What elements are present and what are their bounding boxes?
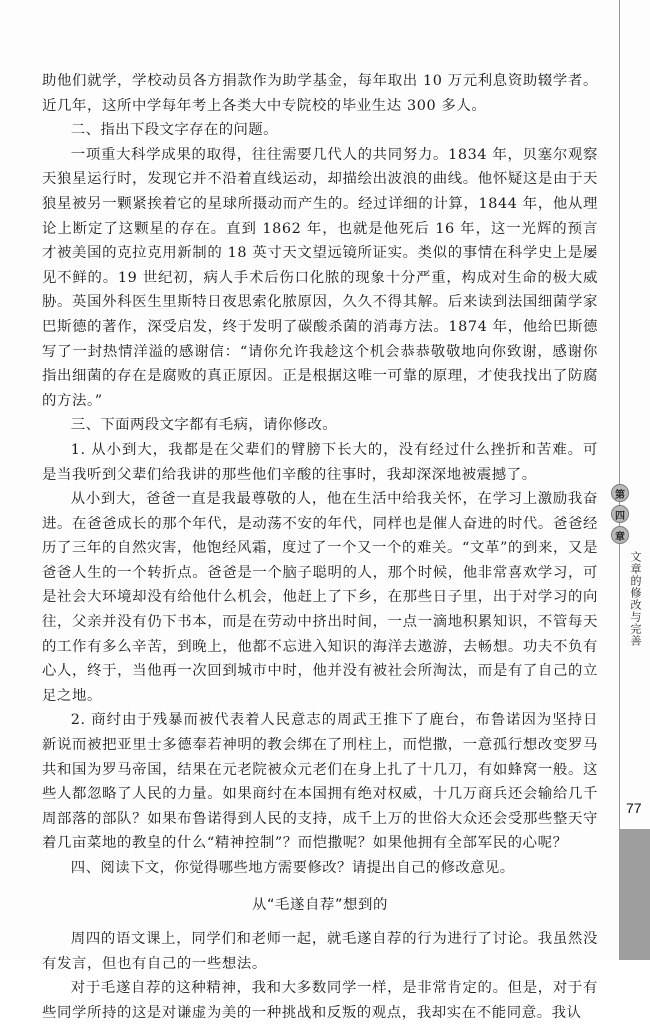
chapter-badges (611, 484, 629, 547)
paragraph-continued: 助他们就学，学校动员各方捐款作为助学基金，每年取出 10 万元利息资助辍学者。近几年，这所中学每年考上各类大中专院校的毕业生达 300 多人。 (42, 73, 598, 114)
chapter-badge-icon: 第 (611, 484, 629, 502)
exercise-heading-3: 三、下面两段文字都有毛病，请你修改。 (70, 417, 338, 434)
margin-divider-line (619, 0, 620, 960)
exercise-3-item-1-passage: 从小到大，爸爸一直是我最尊敬的人，他在生活中给我关怀，在学习上激励我奋进。在爸爸成长的那个年代，是动荡不安的年代，同样也是催人奋进的时代。爸爸经历了三年的自然灾害，他饱经风霜，度过了一个又一个的难关。“文革”的到来，又是爸爸人生的一个转折点。爸爸是一个脑子聪明的人，那个时候，他非常喜欢学习，可是社会大环境却没有给他什么机会，他赶上了下乡，在那些日子里，出于对学习的向往，父亲并没有仍下书本，而是在劳动中挤出时间，一点一滴地积累知识，不管每天的工作有多么辛苦，到晚上，他都不忘进入知识的海洋去遨游，去畅想。功夫不负有心人，终于，当他再一次回到城市中时，他并没有被社会所淘汰，而是有了自己的立足之地。 (42, 491, 598, 704)
essay-paragraph-2: 对于毛遂自荐的这种精神，我和大多数同学一样，是非常肯定的。但是，对于有些同学所持的这是对谦虚为美的一种挑战和反叛的观点，我却实在不能同意。我认 (42, 980, 598, 1021)
page-number: 77 (626, 800, 642, 816)
chapter-badge-icon: 四 (611, 505, 629, 523)
exercise-3-item-2: 2. 商纣由于残暴而被代表着人民意志的周武王推下了鹿台，布鲁诺因为坚持日新说而被把亚里士多德奉若神明的教会绑在了刑柱上，而恺撒，一意孤行想改变罗马共和国为罗马帝国，结果在元老院被众元老们在身上扎了十几刀，有如蜂窝一般。这些人都忽略了人民的力量。如果商纣在本国拥有绝对权威，十几万商兵还会输给几千周部落的部队？如果布鲁诺得到人民的支持，成千上万的世俗大众还会受那些整天守着几亩菜地的教皇的什么“精神控制”？而恺撒呢？如果他拥有全部军民的心呢？ (42, 712, 598, 852)
essay-title: 从“毛遂自荐”想到的 (251, 896, 389, 913)
exercise-heading-2: 二、指出下段文字存在的问题。 (70, 122, 278, 139)
exercise-heading-4: 四、阅读下文，你觉得哪些地方需要修改？请提出自己的修改意见。 (70, 860, 515, 876)
exercise-passage-2: 一项重大科学成果的取得，往往需要几代人的共同努力。1834 年，贝塞尔观察天狼星运行时，发现它并不沿着直线运动，却描绘出波浪的曲线。他怀疑这是由于天狼星被另一颗紧挨着它的星球所摄动而产生的。经过详细的计算，1844 年，他从理论上断定了这颗星的存在。直到 1862 年，也就是他死后 16 年，这一光辉的预言才被美国的克拉克用新制的 18 英寸天文望远镜所证实。类似的事情在科学史上是屡见不鲜的。19 世纪初，病人手术后伤口化脓的现象十分严重，构成对生命的极大威胁。英国外科医生里斯特日夜思索化脓原因，久久不得其解。后来读到法国细菌学家巴斯德的著作，深受启发，终于发明了碳酸杀菌的消毒方法。1874 年，他给巴斯德写了一封热情洋溢的感谢信：“请你允许我趁这个机会恭恭敬敬地向你致谢，感谢你指出细菌的存在是腐败的真正原因。正是根据这唯一可靠的原理，才使我找出了防腐的方法。” (42, 146, 598, 409)
chapter-title-vertical: 文章的修改与完善 (629, 551, 642, 647)
thumb-index-tab (620, 829, 650, 960)
exercise-3-item-1: 1. 从小到大，我都是在父辈们的臂膀下长大的，没有经过什么挫折和苦难。可是当我听到父辈们给我讲的那些他们辛酸的往事时，我却深深地被震撼了。 (42, 441, 598, 483)
chapter-badge-icon: 章 (611, 526, 629, 544)
essay-paragraph-1: 周四的语文课上，同学们和老师一起，就毛遂自荐的行为进行了讨论。我虽然没有发言，但也有自己的一些想法。 (42, 931, 598, 972)
page-body (42, 69, 598, 1026)
